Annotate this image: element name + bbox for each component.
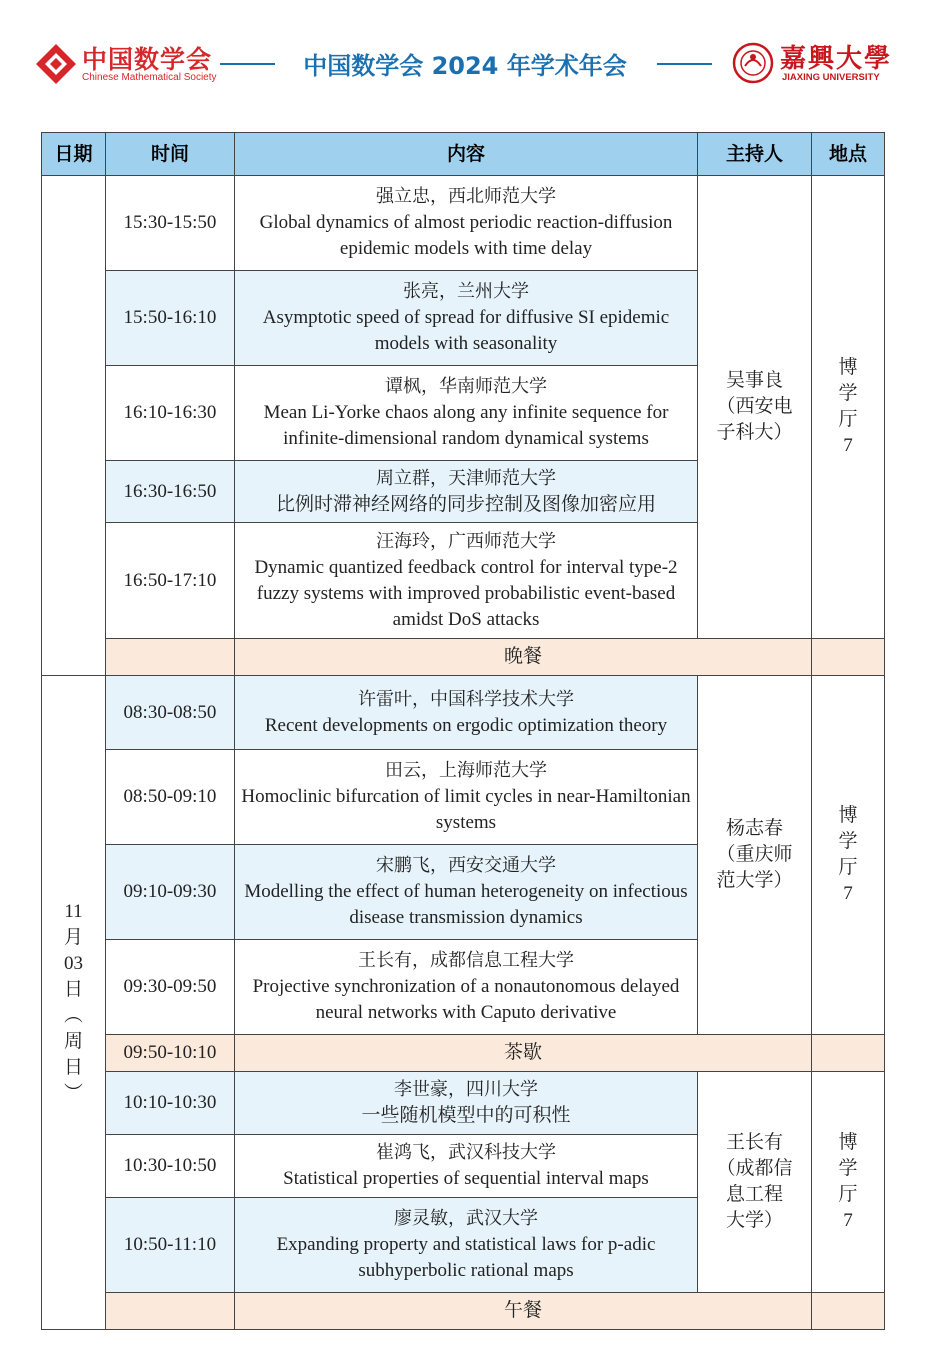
talk-title: Mean Li-Yorke chaos along any infinite sequence for infinite-dimensional random dynamical systems: [263, 402, 669, 449]
talk-time: 10:30-10:50: [106, 1135, 235, 1198]
col-header-venue: 地点: [812, 133, 885, 176]
talk-title: 比例时滞神经网络的同步控制及图像加密应用: [275, 493, 656, 515]
date-char: ︶: [63, 1082, 83, 1104]
date-char: 月: [63, 926, 83, 948]
break-time: 09:50-10:10: [106, 1035, 235, 1072]
break-row: [42, 1035, 885, 1072]
venue-char: 厅: [838, 857, 858, 878]
talk-title: Projective synchronization of a nonautonomous delayed neural networks with Caputo derivative: [252, 976, 680, 1023]
talk-time: 09:10-09:30: [106, 845, 235, 940]
talk-content: [235, 676, 698, 750]
venue-cell: [812, 1072, 885, 1293]
title-rule-left: [220, 63, 275, 65]
meal-venue: [812, 1293, 885, 1330]
break-label: 茶歇: [235, 1035, 812, 1072]
host-line: 范大学）: [716, 870, 793, 891]
talk-title: Dynamic quantized feedback control for interval type-2 fuzzy systems with improved probabilistic event-based amidst DoS attacks: [254, 556, 678, 630]
date-char: 11: [64, 900, 83, 922]
university-seal-icon: [732, 42, 774, 84]
page-header: [0, 0, 927, 120]
meal-row: [42, 1293, 885, 1330]
date-char: 日: [63, 978, 83, 1000]
talk-content: [235, 366, 698, 461]
venue-char: 学: [838, 1158, 858, 1179]
talk-time: 16:10-16:30: [106, 366, 235, 461]
talk-time: 15:50-16:10: [106, 271, 235, 366]
university-logo-cn: 嘉興大學: [780, 44, 893, 74]
talk-speaker: 廖灵敏，武汉大学: [394, 1208, 538, 1229]
host-cell: [698, 176, 812, 639]
date-char: 周: [63, 1030, 83, 1052]
meal-time: [106, 1293, 235, 1330]
university-logo: [732, 38, 892, 90]
venue-char: 博: [838, 805, 858, 826]
talk-time: 10:50-11:10: [106, 1198, 235, 1293]
venue-char: 厅: [838, 409, 858, 430]
col-header-time: 时间: [106, 133, 235, 176]
col-header-host: 主持人: [698, 133, 812, 176]
talk-speaker: 周立群，天津师范大学: [376, 467, 556, 489]
talk-speaker: 谭枫，华南师范大学: [385, 376, 547, 397]
table-row: [42, 1072, 885, 1135]
host-line: （重庆师: [716, 844, 793, 865]
talk-time: 10:10-10:30: [106, 1072, 235, 1135]
talk-title: Homoclinic bifurcation of limit cycles in near-Hamiltonian systems: [241, 786, 691, 833]
host-line: 王长有: [725, 1132, 783, 1153]
title-rule-right: [657, 63, 712, 65]
venue-char: 博: [838, 357, 858, 378]
talk-speaker: 宋鹏飞，西安交通大学: [376, 855, 556, 876]
meal-time: [106, 639, 235, 676]
col-header-content: 内容: [235, 133, 698, 176]
talk-title: Asymptotic speed of spread for diffusive SI epidemic models with seasonality: [262, 307, 670, 354]
talk-title: Statistical properties of sequential interval maps: [283, 1168, 649, 1189]
venue-char: 博: [838, 1132, 858, 1153]
venue-cell: [812, 676, 885, 1035]
table-row: [42, 176, 885, 271]
talk-speaker: 崔鸿飞，武汉科技大学: [376, 1142, 556, 1163]
talk-title: Global dynamics of almost periodic reaction-diffusion epidemic models with time delay: [259, 212, 673, 259]
break-venue: [812, 1035, 885, 1072]
talk-title: Modelling the effect of human heterogeneity on infectious disease transmission dynamics: [244, 881, 688, 928]
talk-speaker: 汪海玲，广西师范大学: [376, 530, 556, 552]
meal-label: 午餐: [235, 1293, 812, 1330]
host-line: 杨志春: [725, 818, 783, 839]
cms-emblem-icon: [36, 44, 76, 84]
talk-speaker: 许雷叶，中国科学技术大学: [358, 688, 574, 710]
date-char: ︵: [63, 1004, 83, 1026]
venue-char: 7: [843, 883, 853, 904]
university-logo-en: JIAXING UNIVERSITY: [782, 72, 880, 83]
col-header-date: 日期: [42, 133, 106, 176]
talk-speaker: 李世豪，四川大学: [394, 1079, 538, 1100]
talk-time: 16:50-17:10: [106, 523, 235, 639]
table-header-row: [42, 133, 885, 176]
talk-content: [235, 1135, 698, 1198]
table-row: [42, 676, 885, 750]
cms-logo: [36, 40, 217, 90]
talk-time: 08:30-08:50: [106, 676, 235, 750]
talk-title: Expanding property and statistical laws for p-adic subhyperbolic rational maps: [276, 1234, 656, 1281]
talk-time: 09:30-09:50: [106, 940, 235, 1035]
host-line: 吴事良: [725, 370, 783, 391]
venue-char: 7: [843, 435, 853, 456]
venue-char: 厅: [838, 1184, 858, 1205]
talk-time: 16:30-16:50: [106, 461, 235, 523]
meal-venue: [812, 639, 885, 676]
host-line: 大学）: [725, 1210, 783, 1231]
host-cell: [698, 676, 812, 1035]
talk-speaker: 田云，上海师范大学: [385, 760, 547, 781]
conference-title: 中国数学会 2024 年学术年会: [303, 52, 627, 80]
host-line: 子科大）: [716, 422, 793, 443]
talk-title: Recent developments on ergodic optimization theory: [264, 714, 668, 736]
talk-content: [235, 271, 698, 366]
talk-content: [235, 523, 698, 639]
meal-label: 晚餐: [235, 639, 812, 676]
talk-content: [235, 750, 698, 845]
host-line: （成都信: [716, 1158, 793, 1179]
venue-cell: [812, 176, 885, 639]
meal-row: [42, 639, 885, 676]
talk-title: 一些随机模型中的可积性: [361, 1105, 571, 1126]
talk-content: [235, 1198, 698, 1293]
date-cell-day2: [42, 676, 106, 1330]
talk-speaker: 张亮，兰州大学: [403, 281, 529, 302]
talk-speaker: 强立忠，西北师范大学: [376, 186, 556, 207]
date-char: 03: [64, 952, 83, 974]
date-char: 日: [63, 1056, 83, 1078]
host-cell: [698, 1072, 812, 1293]
venue-char: 7: [843, 1210, 853, 1231]
talk-time: 15:30-15:50: [106, 176, 235, 271]
cms-logo-cn: 中国数学会: [82, 45, 213, 74]
date-cell-day1: [42, 176, 106, 676]
venue-char: 学: [838, 831, 858, 852]
talk-content: [235, 940, 698, 1035]
schedule-table: [41, 132, 885, 1330]
talk-content: [235, 845, 698, 940]
cms-logo-en: Chinese Mathematical Society: [82, 72, 217, 83]
talk-content: [235, 176, 698, 271]
host-line: （西安电: [716, 396, 793, 417]
host-line: 息工程: [725, 1184, 783, 1205]
talk-speaker: 王长有，成都信息工程大学: [358, 950, 574, 971]
talk-content: [235, 1072, 698, 1135]
talk-time: 08:50-09:10: [106, 750, 235, 845]
venue-char: 学: [838, 383, 858, 404]
talk-content: [235, 461, 698, 523]
